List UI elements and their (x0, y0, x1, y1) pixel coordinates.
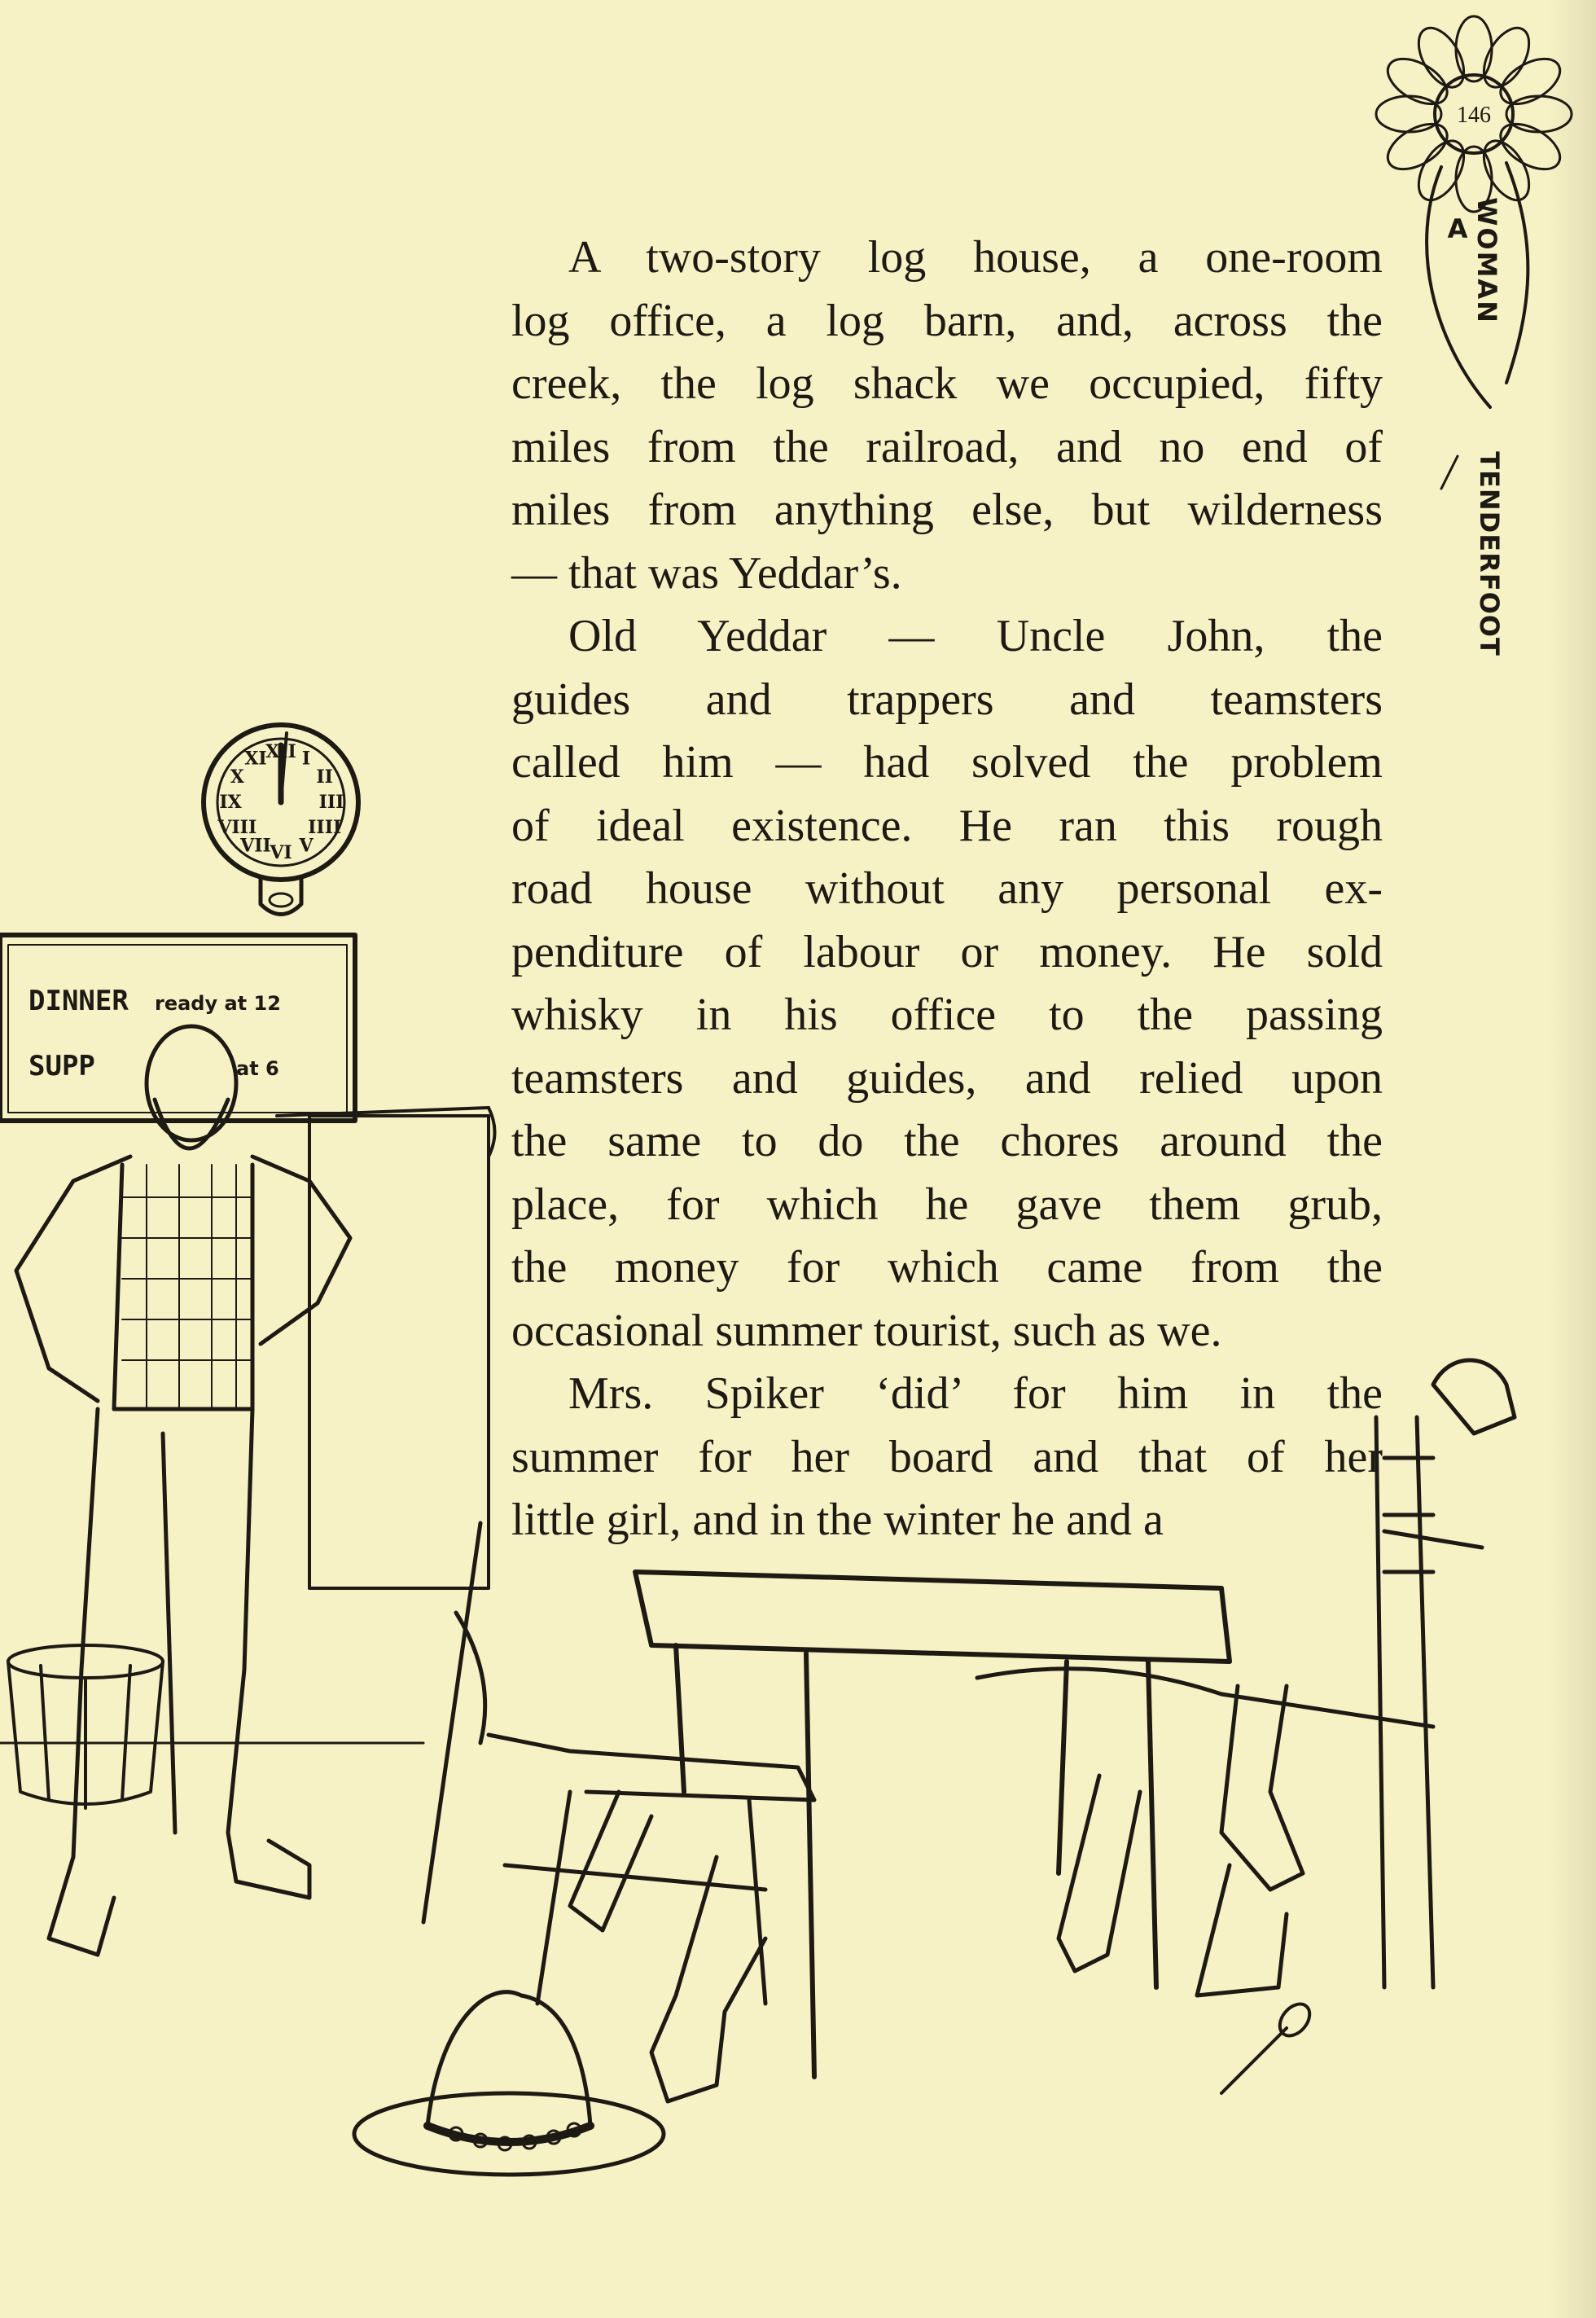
fork (1221, 1999, 1316, 2093)
paragraph-3 (511, 1363, 1383, 1552)
paragraph-2 (511, 605, 1383, 1363)
running-title-tenderfoot: TENDERFOOT (1474, 451, 1505, 656)
body-text (511, 226, 1383, 1552)
old-man-figure (16, 1026, 350, 1955)
text-line: summer for her board and that of her (511, 1431, 1383, 1482)
clock-numeral: XI (244, 748, 267, 770)
sign-supper: SUPP (28, 1050, 95, 1082)
clock-numeral: VII (240, 835, 271, 857)
text-line: place, for which he gave them grub, (511, 1179, 1383, 1230)
clock-numeral: IX (219, 792, 242, 813)
table (635, 1572, 1230, 2077)
clock-numeral: VIII (217, 817, 257, 838)
text-line: little girl, and in the winter he and a (511, 1495, 1164, 1545)
page-number: 146 (1457, 103, 1491, 128)
clock-numeral: III (318, 792, 344, 813)
text-line: creek, the log shack we occupied, fifty (511, 358, 1383, 409)
text-line: Old Yeddar — Uncle John, the (568, 611, 1383, 661)
clock-numeral: IIII (308, 817, 342, 838)
text-line: Mrs. Spiker ‘did’ for him in the (568, 1368, 1383, 1419)
wall-clock (204, 725, 358, 915)
sign-dinner: DINNER (28, 985, 129, 1017)
text-line: miles from the railroad, and no end of (511, 421, 1383, 472)
text-line: the same to do the chores around the (511, 1116, 1383, 1166)
text-line: log office, a log barn, and, across the (511, 295, 1383, 346)
running-title-a: A (1447, 213, 1468, 244)
running-title-woman: WOMAN (1471, 197, 1502, 324)
clock-numeral: X (230, 766, 244, 788)
clock-numeral: II (316, 766, 333, 788)
sign-supper-time: at 6 (236, 1057, 279, 1080)
text-line: teamsters and guides, and relied upon (511, 1052, 1383, 1104)
text-line: whisky in his office to the passing (511, 990, 1383, 1040)
text-line: A two-story log house, a one-room (568, 232, 1383, 283)
left-chair-figure (423, 1523, 814, 2101)
clock-numeral: I (301, 748, 311, 770)
clock-numeral: XII (265, 741, 296, 762)
text-line: of ideal existence. He ran this rough (511, 800, 1383, 851)
text-line: occasional summer tourist, such as we. (511, 1305, 1222, 1356)
clock-numeral: VI (270, 842, 292, 863)
bucket (8, 1645, 163, 1808)
text-line: penditure of labour or money. He sold (511, 926, 1383, 977)
clock-numeral: V (299, 835, 314, 857)
text-line: guides and trappers and teamsters (511, 674, 1383, 725)
sign-dinner-time: ready at 12 (155, 992, 281, 1015)
paragraph-1 (511, 226, 1383, 605)
text-line: called him — had solved the problem (511, 737, 1383, 788)
running-title (1448, 197, 1505, 656)
text-line: — that was Yeddar’s. (511, 547, 902, 599)
text-line: miles from anything else, but wilderness (511, 485, 1383, 535)
hat-on-floor (354, 1992, 664, 2175)
text-line: road house without any personal ex- (511, 863, 1383, 914)
text-line: the money for which came from the (511, 1242, 1383, 1293)
